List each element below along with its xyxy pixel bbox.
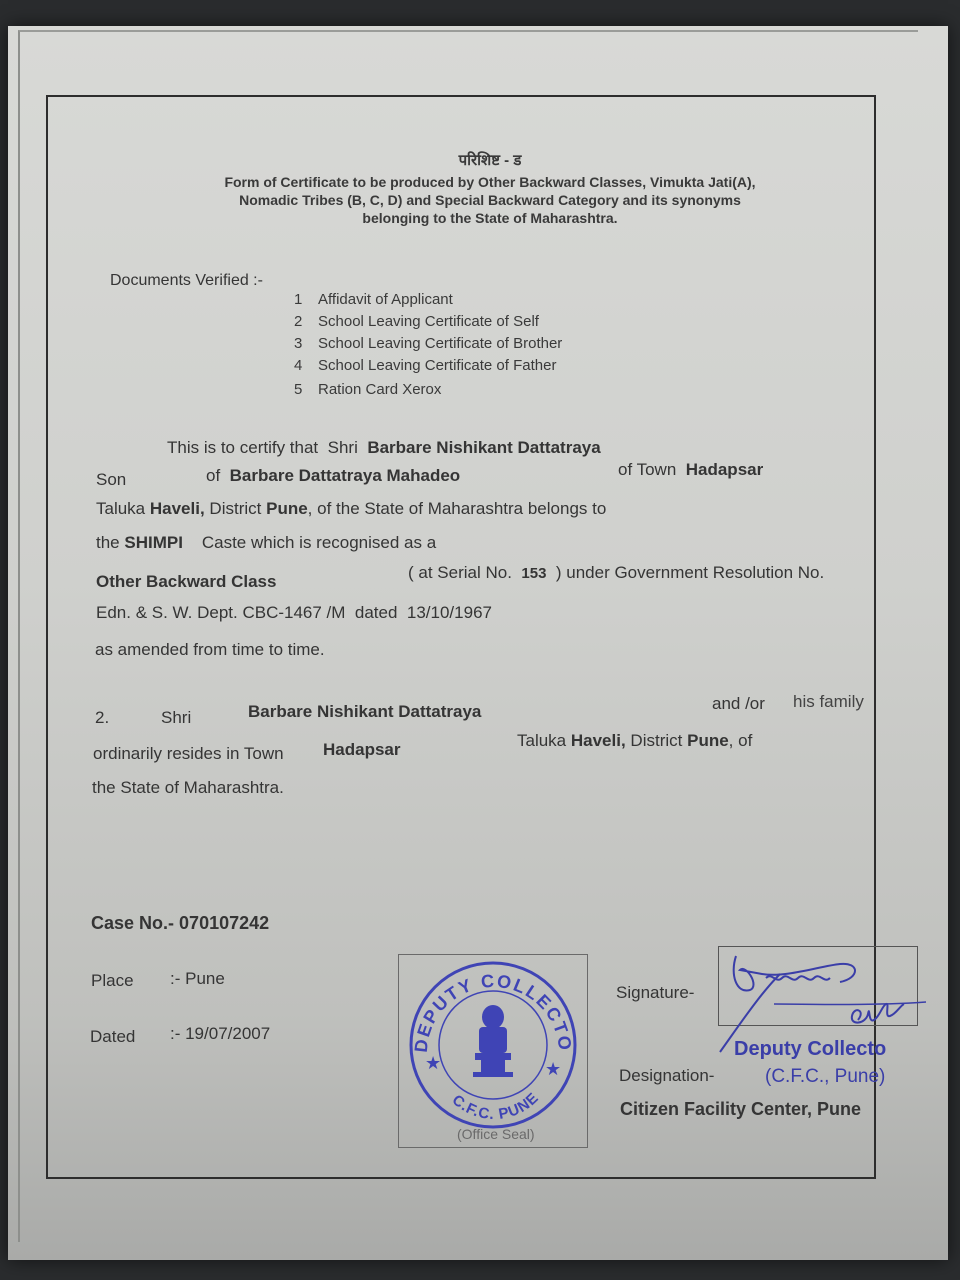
header-marathi: परिशिष्ट - ड (458, 152, 522, 169)
town-line: of Town Hadapsar (618, 460, 764, 479)
para2-family: his family (793, 692, 864, 711)
certify-line: This is to certify that Shri Barbare Nishikant Dattatraya (167, 438, 601, 457)
place-label: Place (91, 971, 134, 990)
category-label: Other Backward Class (96, 572, 277, 591)
header-line-3: belonging to the State of Maharashtra. (362, 210, 618, 226)
amended-line: as amended from time to time. (95, 640, 325, 659)
para2-number: 2. (95, 708, 110, 727)
dated-label: Dated (90, 1027, 136, 1046)
serial-number: 153 (521, 565, 547, 582)
header-line-2: Nomadic Tribes (B, C, D) and Special Backward Category and its synonyms (239, 192, 741, 208)
father-line: of Barbare Dattatraya Mahadeo (206, 466, 461, 485)
svg-text:(Office Seal): (Office Seal) (457, 1126, 535, 1142)
document-item: 5 Ration Card Xerox (294, 381, 442, 398)
signature-label: Signature- (616, 983, 695, 1002)
serial-line: ( at Serial No. 153 ) under Government Resolution No. (408, 563, 825, 582)
para2-andor: and /or (712, 694, 765, 713)
emblem-icon (473, 1005, 513, 1077)
svg-text:★: ★ (425, 1053, 442, 1074)
para2-name: Barbare Nishikant Dattatraya (248, 702, 482, 721)
document-item: 2 School Leaving Certificate of Self (294, 313, 539, 330)
svg-text:★: ★ (545, 1059, 562, 1080)
case-number: 070107242 (179, 913, 270, 933)
document-item: 1 Affidavit of Applicant (294, 291, 453, 308)
citizen-facility-center: Citizen Facility Center, Pune (620, 1099, 862, 1119)
para2-state: the State of Maharashtra. (92, 778, 284, 797)
dated-value: :- 19/07/2007 (170, 1024, 271, 1043)
place-value: :- Pune (170, 969, 225, 988)
taluka-line: Taluka Haveli, District Pune, of the State of Maharashtra belongs to (96, 499, 607, 518)
deputy-collector-seal-stamp (399, 955, 587, 1147)
resides-label: ordinarily resides in Town (93, 744, 284, 763)
documents-label: Documents Verified :- (110, 272, 263, 289)
son-label: Son (96, 470, 127, 489)
document-item: 3 School Leaving Certificate of Brother (294, 335, 563, 352)
designation-title: Deputy Collecto (734, 1038, 887, 1060)
designation-label: Designation- (619, 1066, 715, 1085)
para2-shri: Shri (161, 708, 192, 727)
office-seal-box (398, 954, 588, 1148)
handwritten-signature (690, 934, 940, 1084)
designation-office: (C.F.C., Pune) (765, 1066, 886, 1087)
document-item: 4 School Leaving Certificate of Father (294, 357, 557, 374)
case-number-line: Case No.- 070107242 (91, 913, 270, 933)
residence-town: Hadapsar (323, 740, 401, 759)
caste-name: SHIMPI (124, 533, 183, 552)
father-name: Barbare Dattatraya Mahadeo (229, 466, 461, 485)
svg-text:DEPUTY COLLECTOR: DEPUTY COLLECTO (410, 970, 576, 1054)
resolution-line: Edn. & S. W. Dept. CBC-1467 /M dated 13/10/1967 (96, 603, 492, 622)
svg-text:C.F.C. PUNE: C.F.C. PUNE (448, 1089, 543, 1124)
applicant-name: Barbare Nishikant Dattatraya (367, 438, 601, 457)
para2-taluka-line: Taluka Haveli, District Pune, of (517, 731, 753, 750)
caste-line: the SHIMPI Caste which is recognised as a (96, 533, 437, 552)
header-line-1: Form of Certificate to be produced by Other Backward Classes, Vimukta Jati(A), (224, 174, 756, 190)
